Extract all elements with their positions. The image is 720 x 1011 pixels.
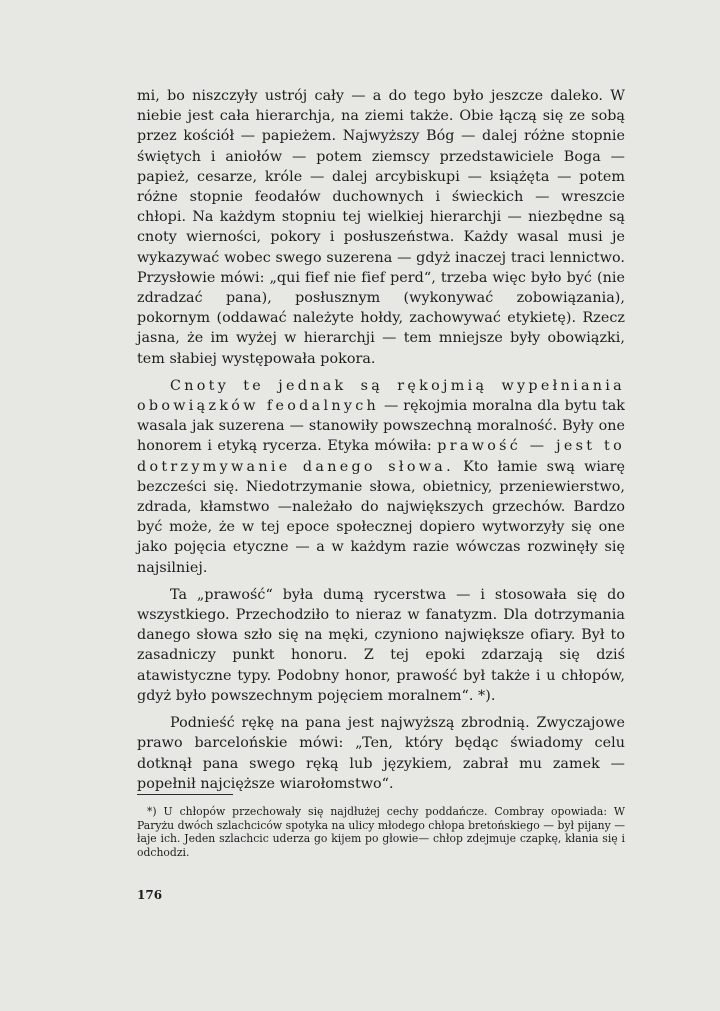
page-number: 176 — [137, 888, 163, 902]
paragraph — [137, 86, 625, 369]
paragraph-text: Podnieść rękę na pana jest najwyższą zbrodnią. Zwyczajowe prawo barcelońskie mówi: „Ten, który będąc świadomy celu dotknął pana swego ręką lub językiem, zabrał mu zamek — popełnił najcięższe wiarołomstwo“. — [137, 715, 625, 792]
footnote-text: *) U chłopów przechowały się najdłużej cechy poddańcze. Combray opowiada: W Paryżu dwóch szlachciców spotyka na ulicy młodego chłopa bretońskiego — był pijany — łaje ich. Jeden szlachcic uderza go kijem po głowie— chłop zdejmuje czapkę, kłania się i odchodzi. — [137, 805, 625, 859]
paragraph-text: Ta „prawość“ była dumą rycerstwa — i stosowała się do wszystkiego. Przechodziło to nieraz w fanatyzm. Dla dotrzymania danego słowa szło się na męki, czyniono największe ofiary. Był to zasadniczy punkt honoru. Z tej epoki zdarzają się dziś atawistyczne typy. Podobny honor, prawość był także i u chłopów, gdyż było powszechnym pojęciem moralnem“. *). — [137, 586, 625, 704]
main-text — [137, 86, 625, 794]
paragraph — [137, 585, 625, 706]
paragraph-text: — rękojmia moralna dla bytu tak wasala jak suzerena — stanowiły powszechną moralność. Były one honorem i etyką rycerza. Etyka mówiła: — [137, 398, 625, 455]
spaced-emphasis: Cnoty te jednak są rękojmią wypełniania obowiązków feodalnych — [137, 377, 625, 415]
footnote-divider — [137, 794, 233, 795]
footnote — [137, 805, 625, 859]
paragraph — [137, 713, 625, 794]
paragraph-text: mi, bo niszczyły ustrój cały — a do tego było jeszcze daleko. W niebie jest cała hierarchja, na ziemi także. Obie łączą się ze sobą przez kościół — papieżem. Najwyższy Bóg — dalej różne stopnie świętych i aniołów — potem ziemscy przedstawiciele Boga — papież, cesarze, króle — dalej arcybiskupi — książęta — potem różne stopnie feodałów duchownych i świeckich — wreszcie chłopi. Na każdym stopniu tej wielkiej hierarchji — niezbędne są cnoty wierności, pokory i posłuszeństwa. Każdy wasal musi je wykazywać wobec swego suzerena — gdyż inaczej traci lennictwo. Przysłowie mówi: „qui fief nie fief perd“, trzeba więc było być (nie zdradzać pana), posłusznym (wykonywać zobowiązania), pokornym (oddawać należyte hołdy, zachowywać etykietę). Rzecz jasna, że im wyżej w hierarchji — tem mniejsze były obowiązki, tem słabiej występowała pokora. — [137, 88, 625, 367]
paragraph-text: Kto łamie swą wiarę bezcześci się. Niedotrzymanie słowa, obietnicy, przeniewierstwo, zdrada, kłamstwo —należało do największych grzechów. Bardzo być może, że w tej epoce społecznej dopiero wytworzyły się one jako pojęcia etyczne — a w każdym razie wówczas rozwinęły się najsilniej. — [137, 458, 625, 576]
paragraph — [137, 376, 625, 578]
spaced-emphasis: prawość — jest to dotrzymywanie danego słowa. — [137, 438, 626, 475]
